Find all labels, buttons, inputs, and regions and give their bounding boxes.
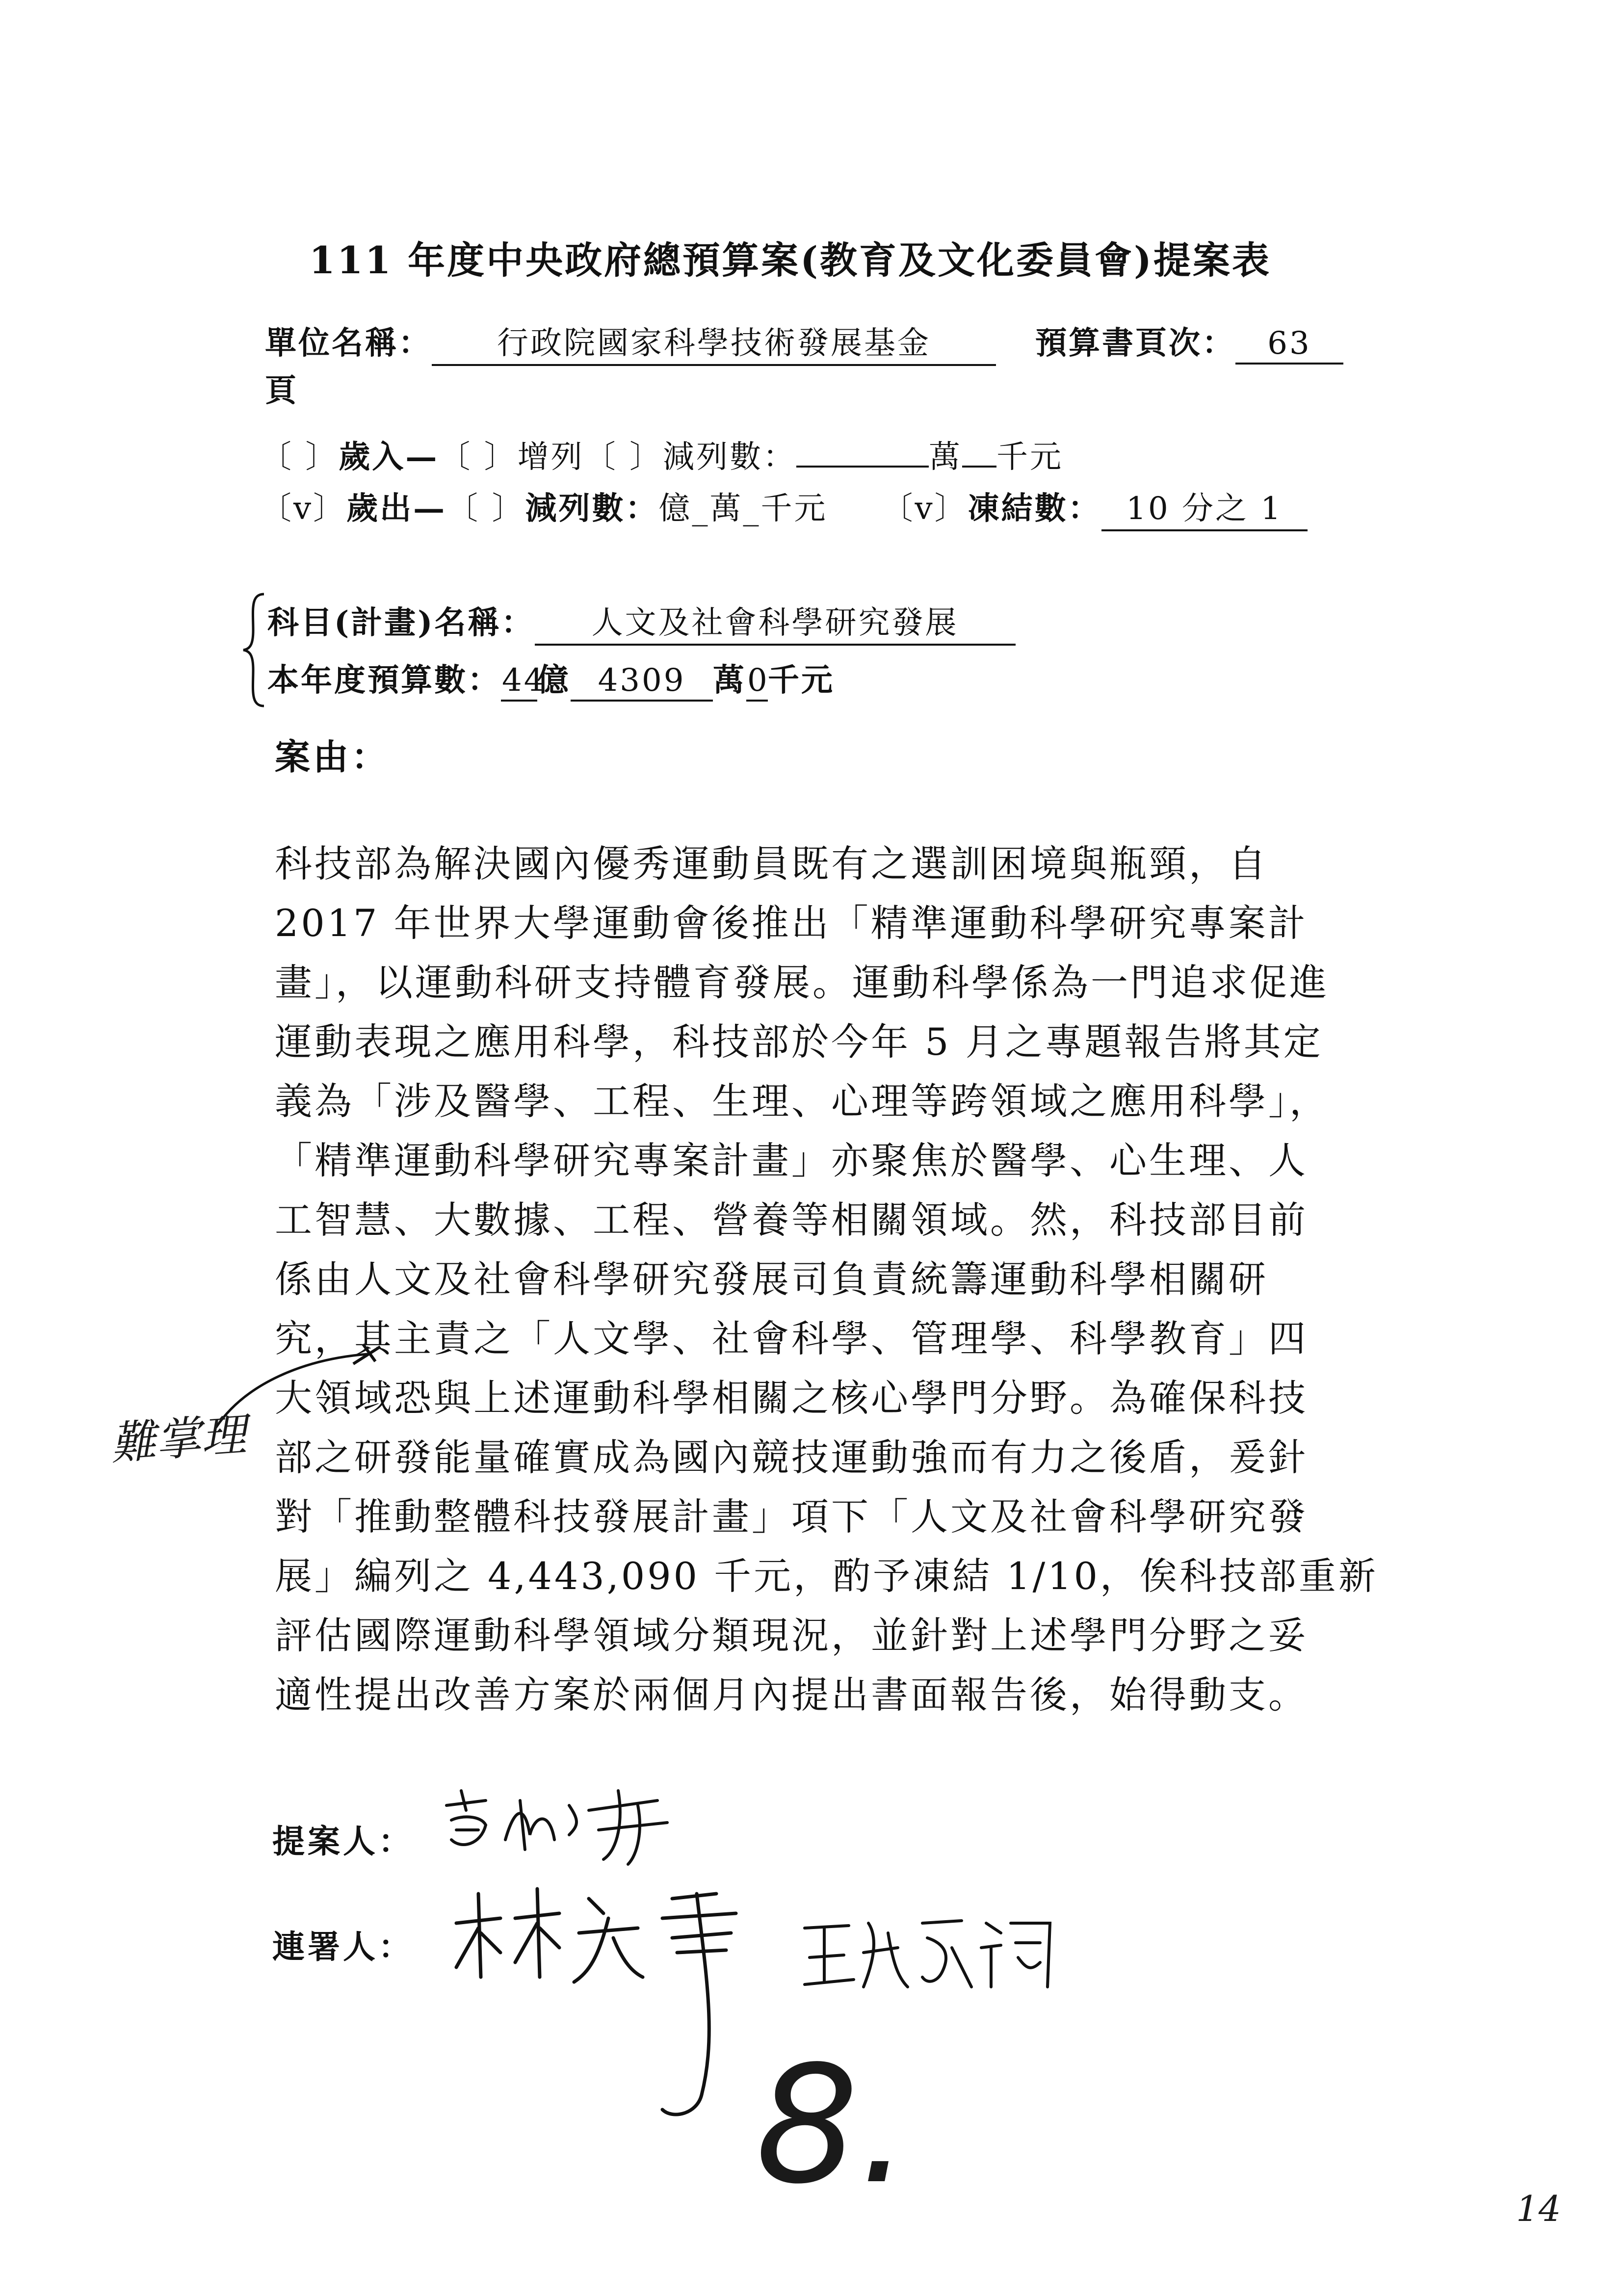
expenditure-checkbox: 〔v〕 [260, 491, 347, 527]
reason-line: 評估國際運動科學領域分類現況，並針對上述學門分野之妥 [275, 1614, 1308, 1657]
reason-line: 工智慧、大數據、工程、營養等相關領域。然，科技部目前 [275, 1198, 1308, 1242]
reason-line: 「精準運動科學研究專案計畫」亦聚焦於醫學、心生理、人 [275, 1139, 1308, 1182]
budget-page-value: 63 [1235, 325, 1343, 365]
reason-line: 運動表現之應用科學，科技部於今年 5 月之專題報告將其定 [275, 1020, 1323, 1064]
budget-yi-unit: 億 [537, 662, 571, 699]
income-add-checkbox: 〔 〕 [439, 439, 518, 475]
proposer-signature [432, 1776, 707, 1874]
budget-row [267, 655, 835, 702]
unit-label: 單位名稱： [265, 325, 432, 362]
cosigner-label: 連署人： [272, 1928, 414, 1966]
page-title: 111 年度中央政府總預算案(教育及文化委員會)提案表 [309, 238, 1272, 282]
proposer-label: 提案人： [272, 1822, 414, 1860]
reason-body [275, 834, 1413, 1724]
reason-line: 畫」，以運動科研支持體育發展。運動科學係為一門追求促進 [275, 961, 1329, 1004]
cosigner-signature-2 [795, 1904, 1070, 2002]
budget-qian-value: 0 [746, 662, 768, 702]
budget-yi-value: 44 [501, 662, 537, 702]
reason-line: 部之研發能量確實成為國內競技運動強而有力之後盾，爰針 [275, 1435, 1308, 1479]
reason-line: 義為「涉及醫學、工程、生理、心理等跨領域之應用科學」， [275, 1079, 1329, 1123]
freeze-checkbox: 〔v〕 [881, 491, 968, 527]
budget-qian-unit: 千元 [768, 662, 835, 699]
expenditure-label: 歲出— [346, 490, 447, 527]
subject-label: 科目(計畫)名稱： [267, 604, 535, 641]
reason-line: 科技部為解決國內優秀運動員既有之選訓困境與瓶頸，自 [275, 842, 1268, 886]
unit-row [265, 318, 1343, 366]
freeze-label: 凍結數： [968, 490, 1101, 527]
expenditure-reduce-checkbox: 〔 〕 [446, 491, 525, 527]
budget-page-label: 預算書頁次： [1035, 325, 1235, 362]
income-unit-qianyuan: 千元 [996, 439, 1064, 475]
item-number: 8. [756, 2031, 910, 2219]
reason-line: 係由人文及社會科學研究發展司負責統籌運動科學相關研 [275, 1257, 1268, 1301]
unit-name: 行政院國家科學技術發展基金 [432, 318, 996, 366]
expenditure-reduce-units: 億_萬_千元 [658, 491, 828, 527]
income-checkbox: 〔 〕 [260, 439, 339, 475]
reason-line: 展」編列之 4,443,090 千元，酌予凍結 1/10，俟科技部重新 [275, 1554, 1378, 1598]
reason-line: 對「推動整體科技發展計畫」項下「人文及社會科學研究發 [275, 1495, 1308, 1539]
income-amount-blank [796, 466, 929, 468]
income-reduce-checkbox: 〔 〕 [584, 439, 663, 475]
income-row [260, 432, 1063, 477]
cosigner-signature-1 [442, 1879, 785, 2134]
income-label: 歲入— [339, 439, 439, 475]
budget-page-suffix: 頁 [265, 372, 298, 409]
freeze-value: 10 分之 1 [1101, 483, 1308, 531]
income-qian-blank [962, 466, 996, 468]
reason-line: 適性提出改善方案於兩個月內提出書面報告後，始得動支。 [275, 1673, 1308, 1717]
budget-label: 本年度預算數： [267, 662, 501, 699]
budget-wan-value: 4309 [571, 662, 713, 702]
subject-row [267, 598, 1016, 646]
subject-value: 人文及社會科學研究發展 [535, 598, 1016, 646]
margin-note: 難掌理 [109, 1408, 248, 1470]
income-unit-wan: 萬 [929, 439, 963, 475]
budget-wan-unit: 萬 [713, 662, 746, 699]
page-number: 14 [1516, 2188, 1561, 2229]
reason-line: 2017 年世界大學運動會後推出「精準運動科學研究專案計 [275, 901, 1308, 945]
reason-line: 大領域恐與上述運動科學相關之核心學門分野。為確保科技 [275, 1376, 1308, 1420]
income-reduce-label: 減列數： [663, 439, 797, 475]
expenditure-reduce-label: 減列數： [525, 490, 659, 527]
reason-label: 案由： [275, 736, 390, 778]
income-add-label: 增列 [517, 439, 584, 475]
curly-brace-icon [239, 591, 269, 709]
expenditure-row [260, 483, 1308, 531]
reason-line: 究，其主責之「人文學、社會科學、管理學、科學教育」四 [275, 1317, 1308, 1360]
